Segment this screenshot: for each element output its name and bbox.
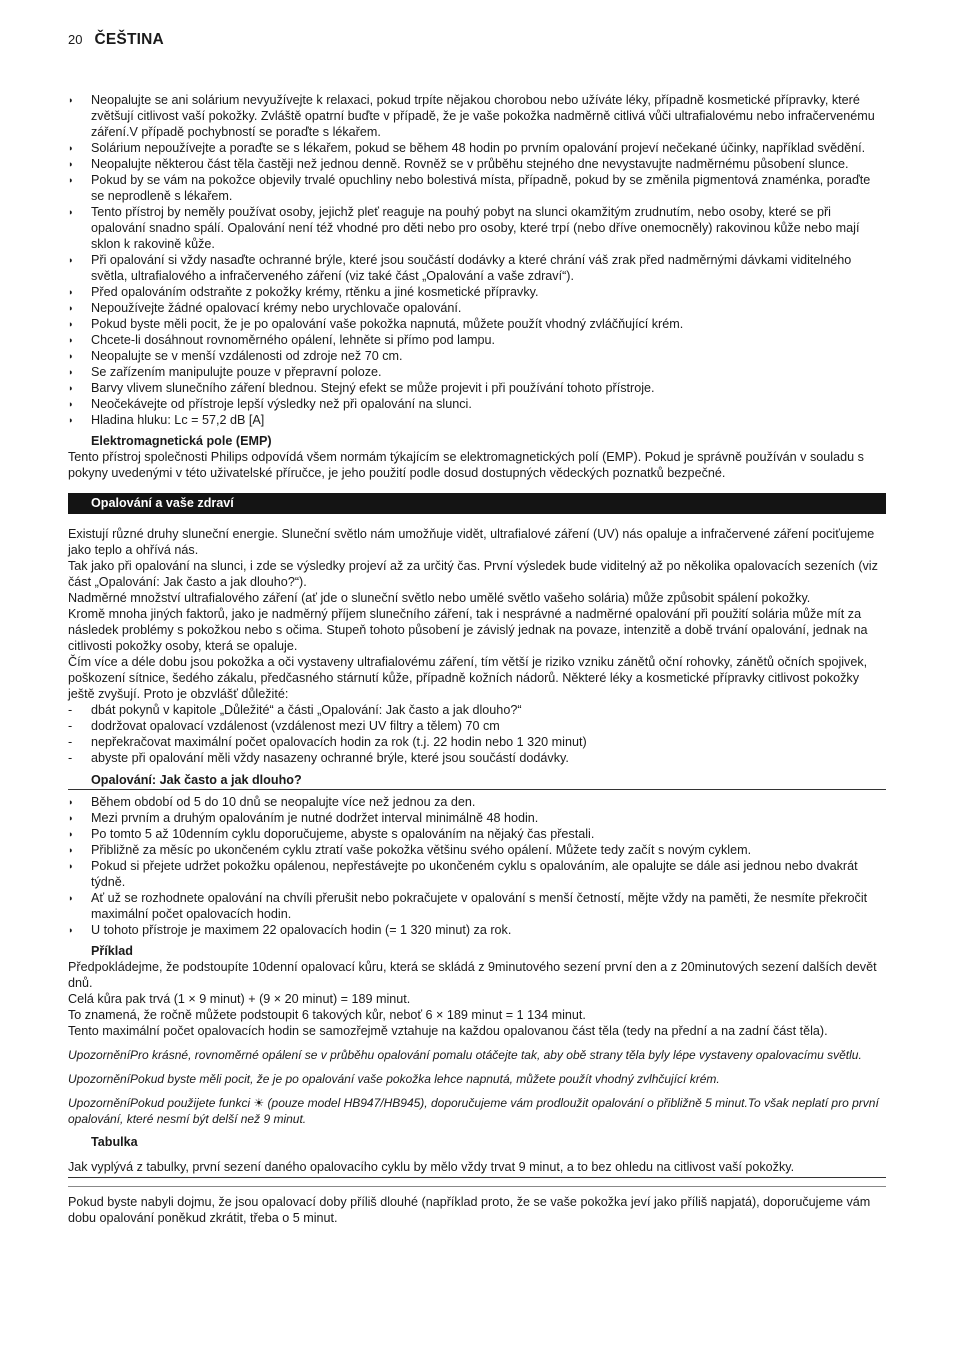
list-item-text: Chcete-li dosáhnout rovnoměrného opálení, lehněte si přímo pod lampu. <box>91 333 495 347</box>
health-paragraph: Nadměrné množství ultrafialového záření (ať jde o sluneční světlo nebo umělé světlo vašeho solária) může způsobit spálení pokožky. <box>68 591 811 605</box>
list-item <box>68 92 886 140</box>
list-item <box>68 204 886 252</box>
bullet-icon: ◗ <box>68 319 74 329</box>
list-item <box>68 364 886 380</box>
list-item-text: Neopalujte některou část těla častěji než jednou denně. Rovněž se v průběhu stejného dne nevystavujte nadměrnému působení slunce. <box>91 157 849 171</box>
bullet-icon: ◗ <box>68 829 74 839</box>
note: UpozorněníPokud použijete funkci ☀ (pouze model HB947/HB945), doporučujeme vám prodloužit opalování o přibližně 5 minut.To však neplatí pro první opalování, které nesmí být delší než 9 minut. <box>68 1096 879 1126</box>
bullet-icon: ◗ <box>68 287 74 297</box>
list-item-text: Nepoužívejte žádné opalovací krémy nebo urychlovače opalování. <box>91 301 462 315</box>
health-paragraph: Existují různé druhy sluneční energie. Sluneční světlo nám umožňuje vidět, ultrafialové záření (UV) nás opaluje a infračervené záření pociťujeme jako teplo a ohřívá nás. <box>68 527 875 557</box>
list-item <box>68 252 886 284</box>
list-item-text: Se zařízením manipulujte pouze v přepravní poloze. <box>91 365 382 379</box>
dash-list-item-text: dodržovat opalovací vzdálenost (vzdálenost mezi UV filtry a tělem) 70 cm <box>91 719 500 733</box>
dash-list-item <box>68 734 886 750</box>
list-item-text: Neočekávejte od přístroje lepší výsledky než při opalování na slunci. <box>91 397 472 411</box>
health-paragraph: Kromě mnoha jiných faktorů, jako je nadměrný příjem slunečního záření, tak i nesprávné a nadměrné opalování při použití solária může mít za následek problémy s pokožkou nebo s očima. Stupeň tohoto působení je závislý jednak na povaze, intenzitě a době trvání opalování, jednak na citlivosti pokožky osoby, která se opaluje. <box>68 607 868 653</box>
health-dash-list <box>68 702 886 766</box>
note: UpozorněníPro krásné, rovnoměrné opálení se v průběhu opalování pomalu otáčejte tak, aby obě strany těla byly lépe vystaveny opalovacímu světlu. <box>68 1048 862 1062</box>
list-item-text: Během období od 5 do 10 dnů se neopalujte více než jednou za den. <box>91 795 476 809</box>
warnings-list <box>68 92 886 428</box>
table-heading: Tabulka <box>91 1135 138 1149</box>
page-content <box>68 92 886 1226</box>
how-often-heading: Opalování: Jak často a jak dlouho? <box>68 772 886 790</box>
notes <box>68 1047 886 1127</box>
bullet-icon: ◗ <box>68 399 74 409</box>
bullet-icon: ◗ <box>68 893 74 903</box>
list-item-text: Barvy vlivem slunečního záření blednou. Stejný efekt se může projevit i při používání tohoto přístroje. <box>91 381 655 395</box>
bullet-icon: ◗ <box>68 861 74 871</box>
bullet-icon: ◗ <box>68 813 74 823</box>
bullet-icon: ◗ <box>68 303 74 313</box>
list-item <box>68 890 886 922</box>
bullet-icon: ◗ <box>68 351 74 361</box>
list-item-text: Pokud si přejete udržet pokožku opálenou, nepřestávejte po ukončeném cyklu s opalováním, ale opalujte se dále asi jednou nebo dvakrát týdně. <box>91 859 858 889</box>
bullet-icon: ◗ <box>68 95 74 105</box>
list-item-text: Solárium nepoužívejte a poraďte se s lékařem, pokud se během 48 hodin po prvním opalování projeví nečekané účinky, například svědění. <box>91 141 866 155</box>
example-line: Celá kůra pak trvá (1 × 9 minut) + (9 × 20 minut) = 189 minut. <box>68 992 411 1006</box>
bullet-icon: ◗ <box>68 797 74 807</box>
how-often-list <box>68 794 886 938</box>
list-item-text: Tento přístroj by neměly používat osoby, jejichž pleť reaguje na pouhý pobyt na slunci okamžitým zrudnutím, nebo osoby, které se při opalování snadno spálí. Opalování není též vhodné pro děti nebo pro osoby, které trpí (nebo dříve onemocněly) rakovinou kůže nebo mají sklon k rakovině kůže. <box>91 205 860 251</box>
bullet-icon: ◗ <box>68 143 74 153</box>
health-paragraph: Čím více a déle dobu jsou pokožka a oči vystaveny ultrafialovému záření, tím větší je riziko vzniku zánětů oční rohovky, zánětů očních spojivek, poškození sítnice, šedého zákalu, předčasného stárnutí kůže, případně kožních nádorů. Některé léky a kosmetické přípravky citlivost pokožky ještě zvyšují. Proto je obzvlášť důležité: <box>68 655 868 701</box>
list-item <box>68 284 886 300</box>
list-item <box>68 332 886 348</box>
bullet-icon: ◗ <box>68 367 74 377</box>
bullet-icon: ◗ <box>68 255 74 265</box>
divider <box>68 1186 886 1187</box>
dash-marker: - <box>68 703 73 717</box>
dash-list-item <box>68 718 886 734</box>
language-title: ČEŠTINA <box>94 31 164 48</box>
page-number: 20 <box>68 32 83 47</box>
list-item <box>68 922 886 938</box>
list-item-text: Přibližně za měsíc po ukončeném cyklu ztratí vaše pokožka většinu svého opálení. Můžete tedy začít s novým cyklem. <box>91 843 752 857</box>
dash-list-item-text: dbát pokynů v kapitole „Důležité“ a části „Opalování: Jak často a jak dlouho?“ <box>91 703 522 717</box>
list-item <box>68 380 886 396</box>
dash-list-item <box>68 750 886 766</box>
list-item-text: Pokud by se vám na pokožce objevily trvalé opuchliny nebo bolestivá místa, případně, pokud by se změnila pigmentová znaménka, poraďte se neprodleně s lékařem. <box>91 173 871 203</box>
dash-list-item-text: nepřekračovat maximální počet opalovacích hodin za rok (t.j. 22 hodin nebo 1 320 minut) <box>91 735 587 749</box>
list-item-text: U tohoto přístroje je maximem 22 opalovacích hodin (= 1 320 minut) za rok. <box>91 923 512 937</box>
list-item <box>68 348 886 364</box>
list-item <box>68 300 886 316</box>
dash-list-item-text: abyste při opalování měli vždy nasazeny ochranné brýle, které jsou součástí dodávky. <box>91 751 569 765</box>
example-line: Tento maximální počet opalovacích hodin se samozřejmě vztahuje na každou opalovanou část těla (tedy na přední a na zadní část těla). <box>68 1024 828 1038</box>
list-item <box>68 826 886 842</box>
example-line: To znamená, že ročně můžete podstoupit 6 takových kůr, neboť 6 × 189 minut = 1 134 minut. <box>68 1008 586 1022</box>
example-line: Předpokládejme, že podstoupíte 10denní opalovací kůru, která se skládá z 9minutového sezení první den a z 20minutových sezení dalších devět dnů. <box>68 960 877 990</box>
dash-marker: - <box>68 719 73 733</box>
list-item <box>68 794 886 810</box>
list-item <box>68 316 886 332</box>
table-after-text: Pokud byste nabyli dojmu, že jsou opalovací doby příliš dlouhé (například proto, že se vaše pokožka jeví jako příliš napjatá), doporučujeme vám dobu opalování poněkud zkrátit, třeba o 5 minut. <box>68 1195 871 1225</box>
dash-marker: - <box>68 735 73 749</box>
note: UpozorněníPokud byste měli pocit, že je po opalování vaše pokožka lehce napnutá, můžete použít vhodný zvlhčující krém. <box>68 1072 720 1086</box>
list-item-text: Ať už se rozhodnete opalování na chvíli přerušit nebo pokračujete v opalování s menší četností, mějte vždy na paměti, že nesmíte překročit maximální počet opalovacích hodin. <box>91 891 868 921</box>
list-item <box>68 140 886 156</box>
list-item <box>68 810 886 826</box>
list-item-text: Neopalujte se v menší vzdálenosti od zdroje než 70 cm. <box>91 349 403 363</box>
list-item-text: Mezi prvním a druhým opalováním je nutné dodržet interval minimálně 48 hodin. <box>91 811 539 825</box>
example-text <box>68 959 886 1039</box>
list-item <box>68 842 886 858</box>
list-item <box>68 172 886 204</box>
health-section-heading: Opalování a vaše zdraví <box>68 493 886 514</box>
bullet-icon: ◗ <box>68 335 74 345</box>
list-item-text: Pokud byste měli pocit, že je po opalování vaše pokožka napnutá, můžete použít vhodný zvláčňující krém. <box>91 317 684 331</box>
list-item <box>68 412 886 428</box>
list-item-text: Po tomto 5 až 10denním cyklu doporučujeme, abyste s opalováním na nějaký čas přestali. <box>91 827 595 841</box>
list-item <box>68 156 886 172</box>
bullet-icon: ◗ <box>68 175 74 185</box>
bullet-icon: ◗ <box>68 383 74 393</box>
bullet-icon: ◗ <box>68 159 74 169</box>
health-paragraphs <box>68 526 886 702</box>
dash-marker: - <box>68 751 73 765</box>
list-item <box>68 396 886 412</box>
list-item-text: Hladina hluku: Lc = 57,2 dB [A] <box>91 413 265 427</box>
list-item <box>68 858 886 890</box>
bullet-icon: ◗ <box>68 207 74 217</box>
table-text: Jak vyplývá z tabulky, první sezení daného opalovacího cyklu by mělo vždy trvat 9 minut, a to bez ohledu na citlivost vaší pokožky. <box>68 1159 886 1178</box>
example-heading: Příklad <box>91 944 133 958</box>
emf-text: Tento přístroj společnosti Philips odpovídá všem normám týkajícím se elektromagnetických polí (EMP). Pokud je správně používán v souladu s pokyny uvedenými v této uživatelské příručce, je jeho použití podle dosud dostupných vědeckých poznatků bezpečné. <box>68 450 864 480</box>
list-item-text: Neopalujte se ani solárium nevyužívejte k relaxaci, pokud trpíte nějakou chorobou nebo užíváte léky, případně kosmetické přípravky, které zvětšují citlivost vaší pokožky. Zvláště opatrní buďte v případě, že je vaše pokožka nadměrně citlivá vůči ultrafialovému nebo infračervenému záření.V případě pochybností se poraďte s lékařem. <box>91 93 875 139</box>
bullet-icon: ◗ <box>68 845 74 855</box>
dash-list-item <box>68 702 886 718</box>
list-item-text: Při opalování si vždy nasaďte ochranné brýle, které jsou součástí dodávky a které chrání váš zrak před nadměrnými dávkami viditelného světla, ultrafialového a infračerveného záření (viz také část „Opalování a vaše zdraví“). <box>91 253 852 283</box>
bullet-icon: ◗ <box>68 925 74 935</box>
bullet-icon: ◗ <box>68 415 74 425</box>
health-paragraph: Tak jako při opalování na slunci, i zde se výsledky projeví až za určitý čas. První výsledek bude viditelný až po několika opalovacích sezeních (viz část „Opalování: Jak často a jak dlouho?“). <box>68 559 878 589</box>
list-item-text: Před opalováním odstraňte z pokožky krémy, rtěnku a jiné kosmetické přípravky. <box>91 285 539 299</box>
emf-heading: Elektromagnetická pole (EMP) <box>91 434 272 448</box>
page-header <box>68 32 164 48</box>
